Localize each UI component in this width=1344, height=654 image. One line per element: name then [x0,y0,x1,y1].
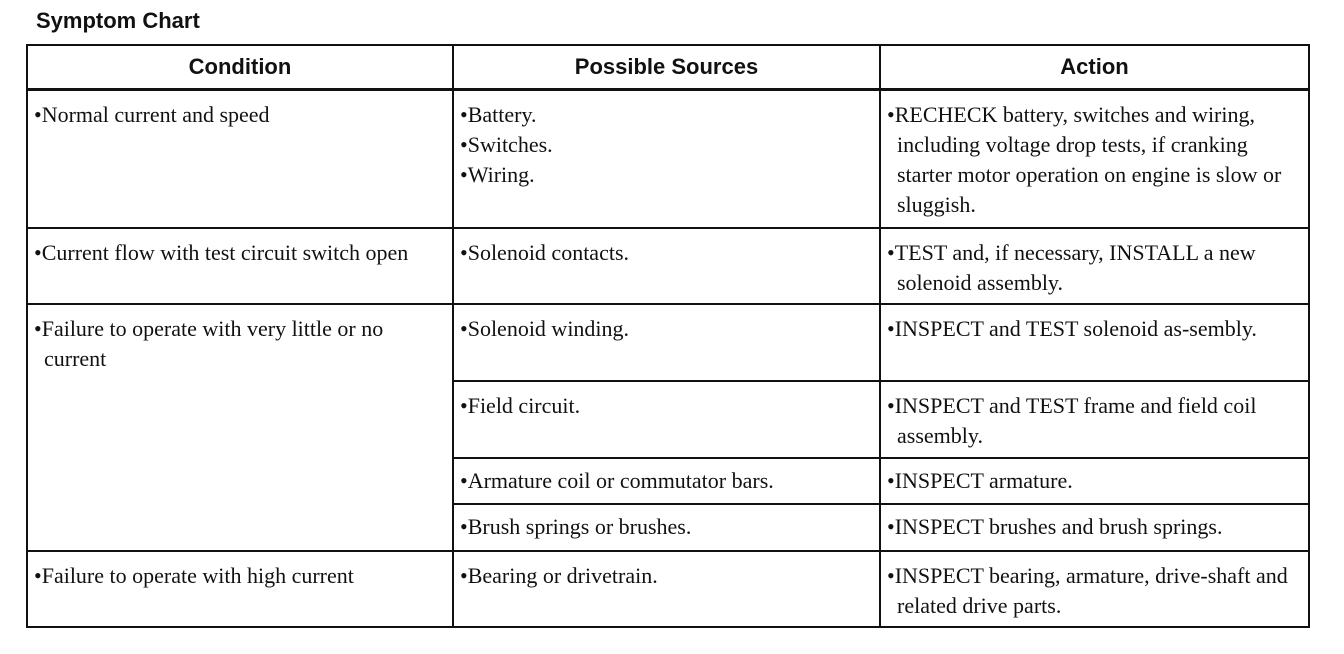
header-action: Action [880,45,1309,90]
condition-cell [27,90,453,228]
action-cell [880,381,1309,458]
action-cell [880,551,1309,627]
source-text: • Wiring. [460,160,873,190]
header-row [27,45,1309,90]
symptom-table [26,44,1310,628]
condition-cell [27,304,453,551]
source-text: • Battery. [460,100,873,130]
source-text: • Solenoid winding. [460,314,873,344]
source-text: • Field circuit. [460,391,873,421]
source-text: • Solenoid contacts. [460,238,873,268]
sources-cell [453,458,880,504]
action-text: • TEST and, if necessary, INSTALL a new solenoid assembly. [887,238,1302,298]
condition-cell [27,551,453,627]
source-text: • Brush springs or brushes. [460,512,873,542]
source-text: • Bearing or drivetrain. [460,561,873,591]
source-text: • Armature coil or commutator bars. [460,466,873,496]
action-text: • RECHECK battery, switches and wiring, including voltage drop tests, if cranking starter motor operation on engine is slow or sluggish. [887,100,1302,220]
chart-title: Symptom Chart [36,8,200,33]
header-condition: Condition [27,45,453,90]
table-row [27,228,1309,304]
table-row [27,304,1309,381]
sources-cell [453,90,880,228]
action-cell [880,90,1309,228]
header-possible-sources: Possible Sources [453,45,880,90]
action-text: • INSPECT armature. [887,466,1302,496]
condition-text: • Failure to operate with high current [34,561,446,591]
condition-cell [27,228,453,304]
table-row [27,551,1309,627]
action-cell [880,304,1309,381]
sources-cell [453,228,880,304]
sources-cell [453,381,880,458]
action-text: • INSPECT bearing, armature, drive-shaft and related drive parts. [887,561,1302,621]
condition-text: • Failure to operate with very little or no current [34,314,446,374]
sources-cell [453,504,880,551]
condition-text: • Normal current and speed [34,100,446,130]
action-text: • INSPECT and TEST solenoid as-sembly. [887,314,1302,344]
table-row [27,90,1309,228]
source-text: • Switches. [460,130,873,160]
condition-text: • Current flow with test circuit switch open [34,238,446,268]
action-cell [880,228,1309,304]
action-cell [880,504,1309,551]
action-text: • INSPECT brushes and brush springs. [887,512,1302,542]
sources-cell [453,304,880,381]
action-text: • INSPECT and TEST frame and field coil assembly. [887,391,1302,451]
action-cell [880,458,1309,504]
sources-cell [453,551,880,627]
